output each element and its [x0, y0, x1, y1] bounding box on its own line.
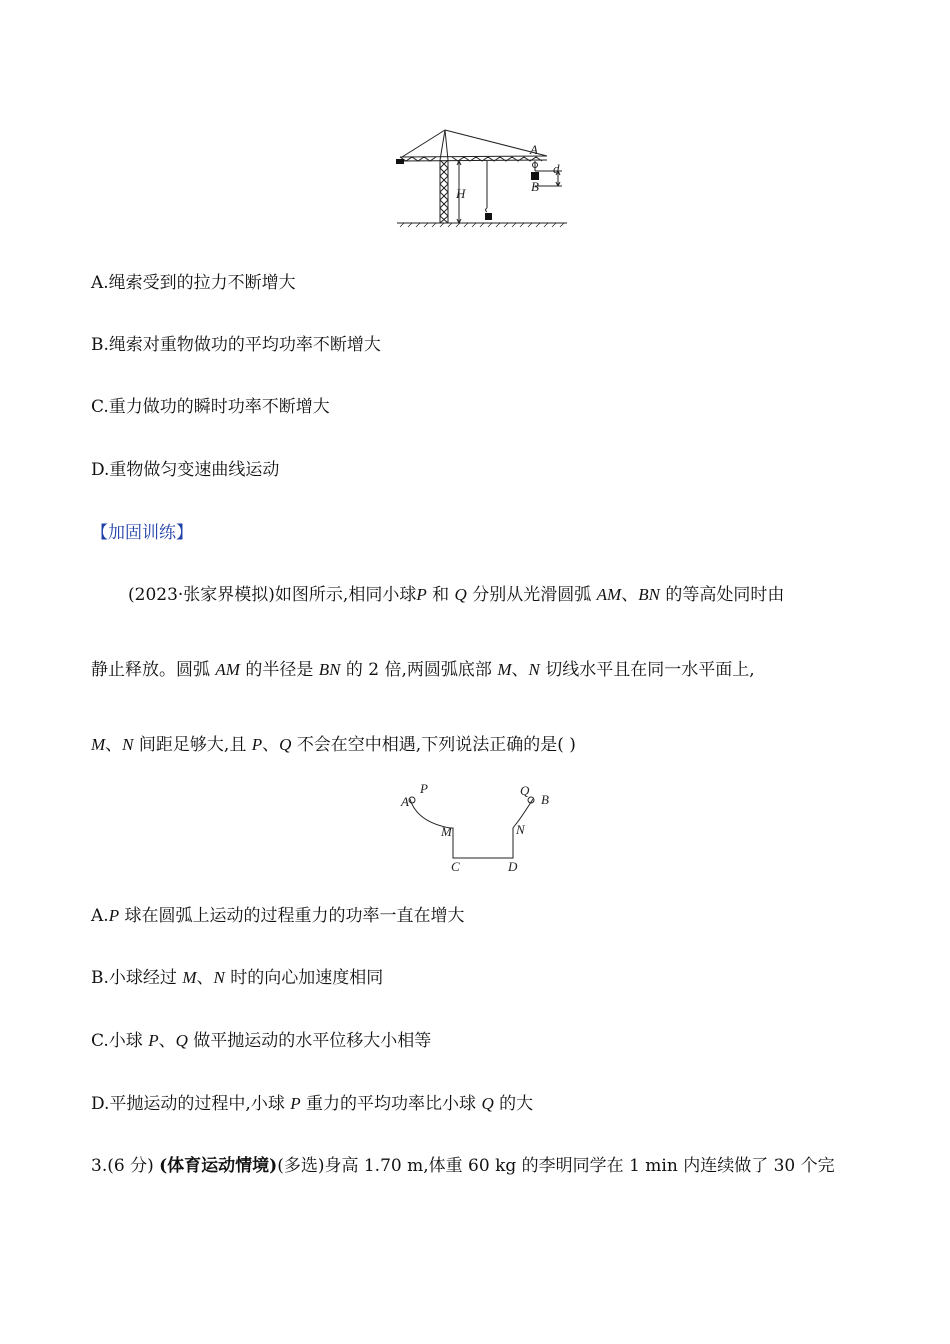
- q1-option-c: C.重力做功的瞬时功率不断增大: [91, 397, 330, 417]
- q2-line-2: 静止释放。圆弧 AM 的半径是 BN 的 2 倍,两圆弧底部 M、N 切线水平且在同一水平面上,: [91, 660, 755, 680]
- label-A: A: [401, 794, 409, 809]
- q1-option-b: B.绳索对重物做功的平均功率不断增大: [91, 335, 381, 355]
- q3-line-1: 3.(6 分) (体育运动情境)(多选)身高 1.70 m,体重 60 kg 的李明同学在 1 min 内连续做了 30 个完: [91, 1156, 835, 1176]
- arcs-figure: [395, 780, 565, 875]
- q2-option-d: D.平抛运动的过程中,小球 P 重力的平均功率比小球 Q 的大: [91, 1094, 534, 1114]
- q2-line-1: (2023·张家界模拟)如图所示,相同小球P 和 Q 分别从光滑圆弧 AM、BN 的等高处同时由: [128, 585, 785, 605]
- label-H: H: [456, 186, 466, 201]
- label-B: B: [541, 792, 549, 807]
- crane-figure: [392, 126, 572, 231]
- q2-option-b: B.小球经过 M、N 时的向心加速度相同: [91, 968, 384, 988]
- q1-option-a: A.绳索受到的拉力不断增大: [91, 273, 296, 293]
- label-A: A: [530, 142, 538, 157]
- label-d: d: [553, 161, 560, 176]
- label-P: P: [420, 781, 428, 796]
- label-M: M: [441, 824, 452, 839]
- label-N: N: [516, 822, 525, 837]
- label-B: B: [531, 179, 539, 194]
- label-C: C: [451, 859, 460, 874]
- section-title: 【加固训练】: [91, 523, 193, 543]
- q1-option-d: D.重物做匀变速曲线运动: [91, 460, 280, 480]
- q2-option-a: A.P 球在圆弧上运动的过程重力的功率一直在增大: [91, 906, 465, 926]
- q2-line-3: M、N 间距足够大,且 P、Q 不会在空中相遇,下列说法正确的是( ): [91, 735, 576, 755]
- label-Q: Q: [520, 783, 530, 798]
- label-D: D: [508, 859, 518, 874]
- q2-option-c: C.小球 P、Q 做平抛运动的水平位移大小相等: [91, 1031, 432, 1051]
